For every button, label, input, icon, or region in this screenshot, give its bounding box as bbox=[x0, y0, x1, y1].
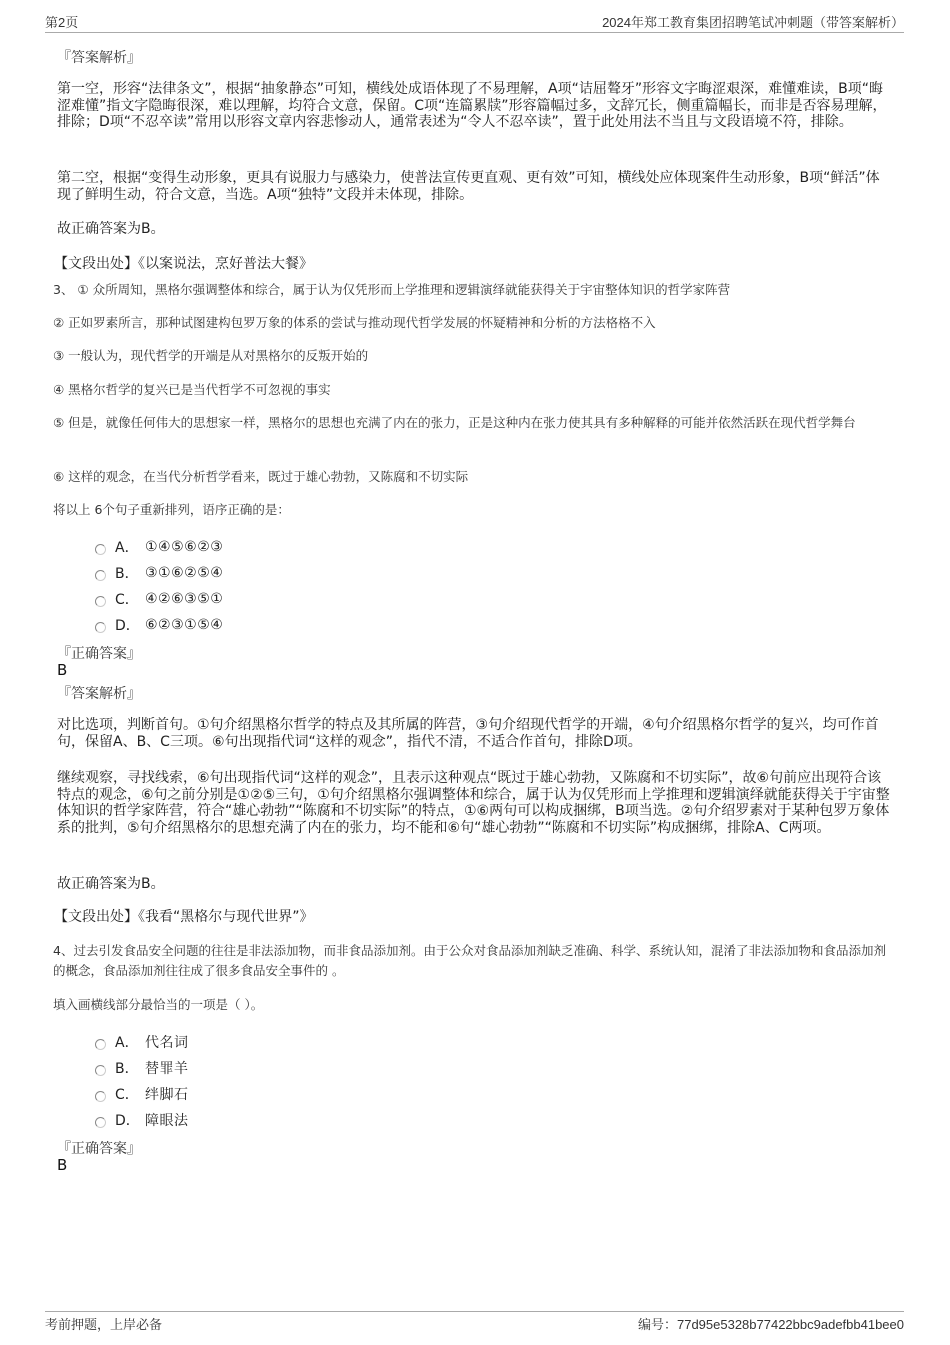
option-a[interactable] bbox=[95, 1032, 189, 1052]
option-letter: C． bbox=[115, 1087, 139, 1103]
analysis-paragraph: 对比选项，判断首句。①句介绍黑格尔哲学的特点及其所属的阵营，③句介绍现代哲学的开端，④句介绍黑格尔哲学的复兴，均可作首句，保留A、B、C三项。⑥句出现指代词“这样的观念”，指代不清，不适合作首句，排除D项。 bbox=[57, 717, 879, 750]
analysis-paragraph: 第二空，根据“变得生动形象，更具有说服力与感染力，使普法宣传更直观、更有效”可知，横线处应体现案件生动形象，B项“鲜活”体现了鲜明生动，符合文意，当选。A项“独特”文段并未体现，排除。 bbox=[57, 170, 880, 203]
option-letter: D． bbox=[115, 618, 140, 634]
correct-answer-label: 『正确答案』 bbox=[57, 646, 141, 662]
passage-source: 【文段出处】《我看“黑格尔与现代世界”》 bbox=[54, 909, 314, 925]
option-c[interactable] bbox=[95, 589, 223, 609]
page-number: 第2页 bbox=[45, 15, 79, 30]
analysis-paragraph: 第一空，形容“法律条文”，根据“抽象静态”可知，横线处成语体现了不易理解，A项“诘屈聱牙”形容文字晦涩艰深，难懂难读，B项“晦涩难懂”指文字隐晦很深，难以理解，均符合文意，保留。C项“连篇累牍”形容篇幅过多，文辞冗长，侧重篇幅长，而非是否容易理解，排除；D项“不忍卒读”常用以形容文章内容悲惨动人，通常表述为“令人不忍卒读”，置于此处用法不当且与文段语境不符，排除。 bbox=[57, 81, 887, 130]
question-sentence: ⑥ 这样的观念，在当代分析哲学看来，既过于雄心勃勃，又陈腐和不切实际 bbox=[53, 469, 469, 484]
option-d[interactable] bbox=[95, 615, 223, 635]
option-text: 障眼法 bbox=[145, 1113, 189, 1129]
analysis-label: 『答案解析』 bbox=[57, 686, 141, 702]
option-text: ③①⑥②⑤④ bbox=[145, 565, 224, 581]
serial-label: 编号： bbox=[637, 1316, 677, 1332]
question-sentence: 3、 ① 众所周知，黑格尔强调整体和综合，属于认为仅凭形而上学推理和逻辑演绎就能获得关于宇宙整体知识的哲学家阵营 bbox=[53, 282, 731, 297]
radio-button-icon[interactable] bbox=[95, 1039, 106, 1050]
question-sentence: ② 正如罗素所言，那种试图建构包罗万象的体系的尝试与推动现代哲学发展的怀疑精神和分析的方法格格不入 bbox=[53, 315, 656, 330]
option-text: 替罪羊 bbox=[145, 1061, 189, 1077]
correct-answer-label: 『正确答案』 bbox=[57, 1141, 141, 1157]
option-d[interactable] bbox=[95, 1110, 189, 1130]
page-footer bbox=[45, 1311, 904, 1334]
question-sentence: ④ 黑格尔哲学的复兴已是当代哲学不可忽视的事实 bbox=[53, 382, 331, 397]
radio-button-icon[interactable] bbox=[95, 1091, 106, 1102]
option-text: ④②⑥③⑤① bbox=[145, 591, 224, 607]
conclusion: 故正确答案为B。 bbox=[57, 876, 165, 892]
option-text: 代名词 bbox=[145, 1035, 189, 1051]
correct-answer-value: B bbox=[57, 661, 68, 679]
option-letter: B． bbox=[115, 566, 139, 582]
option-text: ⑥②③①⑤④ bbox=[145, 617, 224, 633]
option-b[interactable] bbox=[95, 563, 223, 583]
question-sentence: ③ 一般认为，现代哲学的开端是从对黑格尔的反叛开始的 bbox=[53, 348, 369, 363]
option-letter: B． bbox=[115, 1061, 139, 1077]
question-prompt: 将以上 6个句子重新排列，语序正确的是： bbox=[53, 502, 290, 517]
radio-button-icon[interactable] bbox=[95, 622, 106, 633]
footer-slogan: 考前押题，上岸必备 bbox=[45, 1316, 163, 1332]
option-b[interactable] bbox=[95, 1058, 189, 1078]
serial-value: 77d95e5328b77422bbc9adefbb41bee0 bbox=[676, 1316, 904, 1332]
radio-button-icon[interactable] bbox=[95, 1065, 106, 1076]
option-c[interactable] bbox=[95, 1084, 189, 1104]
serial-number bbox=[638, 1314, 904, 1333]
radio-button-icon[interactable] bbox=[95, 544, 106, 555]
question-prompt: 填入画横线部分最恰当的一项是（ ）。 bbox=[53, 997, 264, 1012]
document-title: 2024年郑工教育集团招聘笔试冲刺题（带答案解析） bbox=[602, 15, 904, 30]
passage-source: 【文段出处】《以案说法，烹好普法大餐》 bbox=[54, 256, 313, 272]
question-sentence: ⑤ 但是，就像任何伟大的思想家一样，黑格尔的思想也充满了内在的张力，正是这种内在张力使其具有多种解释的可能并依然活跃在现代哲学舞台 bbox=[53, 415, 856, 430]
analysis-label: 『答案解析』 bbox=[57, 50, 141, 66]
analysis-paragraph: 继续观察，寻找线索，⑥句出现指代词“这样的观念”，且表示这种观点“既过于雄心勃勃，又陈腐和不切实际”，故⑥句前应出现符合该特点的观念，⑥句之前分别是①②⑤三句，①句介绍黑格尔强调整体和综合，属于认为仅凭形而上学推理和逻辑演绎就能获得关于宇宙整体知识的哲学家阵营，符合“雄心勃勃”“陈腐和不切实际”的特点，①⑥两句可以构成捆绑，B项当选。②句介绍罗素对于某种包罗万象体系的批判，⑤句介绍黑格尔的思想充满了内在的张力，均不能和⑥句“雄心勃勃”“陈腐和不切实际”构成捆绑，排除A、C两项。 bbox=[57, 770, 890, 836]
option-letter: A． bbox=[115, 540, 139, 556]
conclusion: 故正确答案为B。 bbox=[57, 221, 165, 237]
correct-answer-value: B bbox=[57, 1156, 68, 1174]
option-text: 绊脚石 bbox=[145, 1087, 189, 1103]
radio-button-icon[interactable] bbox=[95, 570, 106, 581]
radio-button-icon[interactable] bbox=[95, 596, 106, 607]
option-letter: A． bbox=[115, 1035, 139, 1051]
option-letter: C． bbox=[115, 592, 139, 608]
option-a[interactable] bbox=[95, 537, 223, 557]
question-stem: 4、过去引发食品安全问题的往往是非法添加物，而非食品添加剂。由于公众对食品添加剂缺乏准确、科学、系统认知，混淆了非法添加物和食品添加剂的概念，食品添加剂往往成了很多食品安全事件的 。 bbox=[53, 943, 886, 978]
page-header bbox=[45, 12, 904, 33]
option-text: ①④⑤⑥②③ bbox=[145, 539, 224, 555]
option-letter: D． bbox=[115, 1113, 140, 1129]
radio-button-icon[interactable] bbox=[95, 1117, 106, 1128]
